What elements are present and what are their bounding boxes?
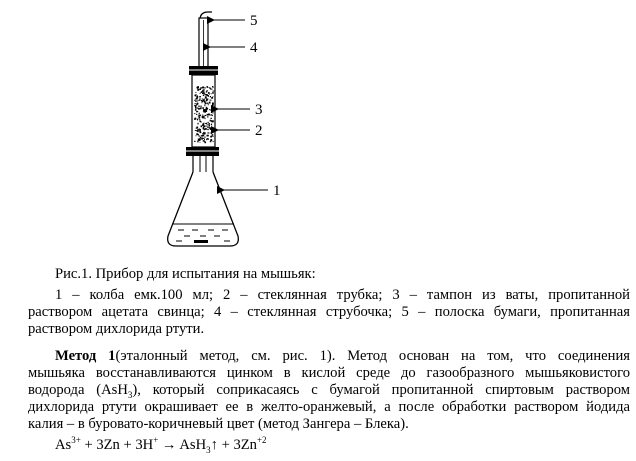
method-line-3 (28, 382, 630, 399)
method-line-3-b: ), который соприкасаясь с бумагой пропитанной спиртовым раствором (132, 382, 630, 398)
label-5: 5 (250, 13, 258, 29)
legend-line-1: 1 – колба емк.100 мл; 2 – стеклянная трубка; 3 – тампон из ваты, пропитанной (55, 287, 630, 303)
label-3: 3 (255, 102, 263, 118)
label-4: 4 (250, 40, 258, 56)
method-line-1-text: (эталонный метод, см. рис. 1). Метод основан на том, что соединения (115, 348, 630, 364)
legend-line-2: раствором ацетата свинца; 4 – стеклянная струбочка; 5 – полоска бумаги, пропитанная (28, 304, 630, 320)
label-1: 1 (273, 183, 281, 199)
method-line-4: дихлорида ртути окрашивает ее в желто-оранжевый, а после обработки раствором йодида (28, 399, 630, 415)
legend-line-3: раствором дихлорида ртути. (28, 321, 205, 337)
method-title: Метод 1 (55, 348, 116, 364)
method-line-1 (55, 348, 630, 365)
method-line-3-sub: 3 (127, 389, 133, 400)
method-line-5: калия – в буровато-коричневый цвет (метод Зангера – Блека). (28, 416, 409, 432)
figure-caption: Рис.1. Прибор для испытания на мышьяк: (55, 266, 316, 282)
label-2: 2 (255, 123, 263, 139)
conical-flask (168, 172, 239, 246)
zinc-granules (194, 240, 208, 243)
method-line-2: мышьяка восстанавливаются цинком в кислой среде до газообразного мышьяковистого (28, 365, 630, 381)
method-line-3-a: водорода (AsH (28, 382, 128, 398)
reaction-equation: $As^{3+} + 3Zn + 3H^+$ → AsH$_3$↑ + $3Zn^{+2}$ (55, 435, 267, 455)
